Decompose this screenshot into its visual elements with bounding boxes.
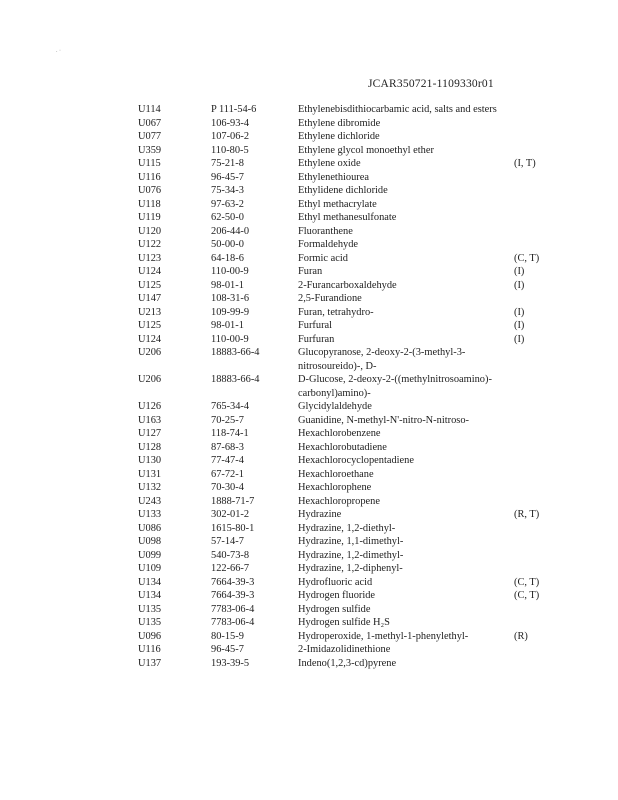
waste-code: U114: [138, 104, 161, 115]
hazard-code: (C, T): [514, 252, 540, 264]
scan-marks: . ·: [56, 48, 61, 54]
waste-code: U119: [138, 212, 161, 223]
hazard-code: (I): [514, 320, 525, 331]
waste-code: U134: [138, 590, 162, 601]
table-row: [138, 211, 558, 225]
substance-name: Hydrazine: [298, 509, 342, 520]
waste-code: U213: [138, 306, 162, 318]
substance-name: Hydrogen sulfide: [298, 603, 371, 615]
table-row: [138, 373, 558, 400]
cas-number: 77-47-4: [211, 455, 244, 466]
waste-code: U120: [138, 225, 162, 237]
table-row: [138, 562, 558, 576]
substance-name: Ethylene dibromide: [298, 117, 381, 129]
substance-name: Hexachlorophene: [298, 482, 372, 493]
substance-name: Furfural: [298, 320, 333, 331]
waste-code: U243: [138, 495, 162, 507]
table-row: [138, 252, 558, 266]
cas-number: 118-74-1: [211, 428, 249, 439]
waste-code: U125: [138, 279, 162, 291]
hazard-code: [514, 144, 558, 158]
table-row: [138, 292, 558, 306]
hazard-code: (C, T): [514, 576, 540, 588]
table-row: [138, 171, 558, 185]
waste-code: U122: [138, 239, 162, 250]
hazard-code: [514, 346, 558, 373]
cas-number: 64-18-6: [211, 252, 244, 264]
substance-name: Ethylene dichloride: [298, 131, 380, 142]
table-row: [138, 481, 558, 495]
substance-name: Hexachlorocyclopentadiene: [298, 455, 414, 466]
hazard-code: [514, 495, 558, 509]
hazard-code: [514, 171, 558, 185]
cas-number: 98-01-1: [211, 279, 244, 291]
hazard-code: [514, 373, 558, 400]
cas-number: 57-14-7: [211, 536, 244, 547]
substance-name: D-Glucose, 2-deoxy-2-((methylnitrosoamino)-carbonyl)amino)-: [298, 374, 492, 399]
cas-number: 765-34-4: [211, 401, 250, 412]
waste-code: U086: [138, 522, 162, 534]
hazard-code: [514, 603, 558, 617]
table-row: [138, 333, 558, 347]
waste-code: U135: [138, 617, 162, 628]
cas-number: 110-80-5: [211, 144, 249, 156]
table-row: [138, 657, 558, 671]
table-row: [138, 603, 558, 617]
substance-name: Hexachloropropene: [298, 495, 380, 507]
waste-code: U123: [138, 252, 162, 264]
cas-number: 70-25-7: [211, 414, 244, 426]
hazard-code: (I): [514, 333, 525, 345]
hazard-code: (I): [514, 279, 525, 291]
table-row: [138, 468, 558, 482]
cas-number: 96-45-7: [211, 644, 244, 655]
table-row: [138, 576, 558, 590]
cas-number: 75-34-3: [211, 185, 244, 196]
cas-number: 18883-66-4: [211, 374, 260, 385]
hazard-code: [514, 198, 558, 212]
cas-number: 7783-06-4: [211, 617, 255, 628]
substance-name: Furfuran: [298, 333, 335, 345]
cas-number: 87-68-3: [211, 441, 244, 453]
table-row: [138, 225, 558, 239]
hazard-code: [514, 454, 558, 468]
hazard-code: (R): [514, 630, 528, 642]
table-row: [138, 549, 558, 563]
hazard-code: [514, 643, 558, 657]
substance-name: Ethylene oxide: [298, 158, 361, 169]
substance-name: Ethyl methacrylate: [298, 198, 377, 210]
table-row: [138, 144, 558, 158]
waste-code: U118: [138, 198, 161, 210]
cas-number: 107-06-2: [211, 131, 250, 142]
cas-number: 7783-06-4: [211, 603, 255, 615]
substance-name: Hydrazine, 1,2-diphenyl-: [298, 563, 403, 574]
waste-code: U163: [138, 414, 162, 426]
table-row: [138, 522, 558, 536]
cas-number: 206-44-0: [211, 225, 250, 237]
waste-code: U077: [138, 131, 162, 142]
substance-name: Ethylene glycol monoethyl ether: [298, 144, 434, 156]
substance-name: Hexachlorobutadiene: [298, 441, 387, 453]
hazard-code: [514, 535, 558, 549]
table-row: [138, 198, 558, 212]
cas-number: 1888-71-7: [211, 495, 255, 507]
cas-number: 108-31-6: [211, 293, 250, 304]
table-row: [138, 414, 558, 428]
substance-name: 2-Furancarboxaldehyde: [298, 279, 397, 291]
cas-number: 7664-39-3: [211, 576, 255, 588]
waste-code: U206: [138, 374, 162, 385]
substance-name: Furan, tetrahydro-: [298, 306, 374, 318]
cas-number: 67-72-1: [211, 468, 244, 480]
substance-name: Ethylenebisdithiocarbamic acid, salts and esters: [298, 104, 497, 115]
table-row: [138, 454, 558, 468]
table-row: [138, 630, 558, 644]
hazard-code: [514, 468, 558, 482]
waste-code: U132: [138, 482, 162, 493]
waste-code-rows: [138, 103, 558, 670]
substance-name: Indeno(1,2,3-cd)pyrene: [298, 657, 397, 669]
cas-number: 97-63-2: [211, 198, 244, 210]
table-row: [138, 400, 558, 414]
cas-number: 193-39-5: [211, 657, 250, 669]
table-row: [138, 346, 558, 373]
hazard-code: [514, 211, 558, 225]
table-row: [138, 306, 558, 320]
waste-code: U147: [138, 293, 162, 304]
substance-name: Formaldehyde: [298, 239, 359, 250]
hazard-code: [514, 103, 558, 117]
hazard-code: [514, 184, 558, 198]
waste-code: U131: [138, 468, 162, 480]
hazard-code: (I): [514, 306, 525, 318]
cas-number: 110-00-9: [211, 266, 249, 277]
cas-number: 62-50-0: [211, 212, 244, 223]
cas-number: 1615-80-1: [211, 522, 255, 534]
table-row: [138, 103, 558, 117]
hazard-code: [514, 657, 558, 671]
hazard-code: [514, 400, 558, 414]
waste-code: U096: [138, 630, 162, 642]
waste-code: U124: [138, 266, 162, 277]
cas-number: 75-21-8: [211, 158, 244, 169]
hazard-code: (R, T): [514, 509, 540, 520]
waste-code: U067: [138, 117, 162, 129]
cas-number: 50-00-0: [211, 239, 244, 250]
table-row: [138, 117, 558, 131]
cas-number: 109-99-9: [211, 306, 250, 318]
waste-code: U115: [138, 158, 161, 169]
waste-code: U127: [138, 428, 162, 439]
substance-name: Glucopyranose, 2-deoxy-2-(3-methyl-3-nitrosoureido)-, D-: [298, 347, 466, 372]
cas-number: 70-30-4: [211, 482, 244, 493]
substance-name: Glycidylaldehyde: [298, 401, 372, 412]
substance-name: Hydroperoxide, 1-methyl-1-phenylethyl-: [298, 630, 469, 642]
hazard-code: [514, 117, 558, 131]
table-row: [138, 238, 558, 252]
waste-code: U135: [138, 603, 162, 615]
cas-number: 7664-39-3: [211, 590, 255, 601]
waste-code: U137: [138, 657, 162, 669]
substance-name: 2-Imidazolidinethione: [298, 644, 391, 655]
hazard-code: [514, 549, 558, 563]
cas-number: P 111-54-6: [211, 104, 257, 115]
table-row: [138, 279, 558, 293]
substance-name: Hydrogen sulfide H₂S: [298, 617, 390, 628]
waste-code: U130: [138, 455, 162, 466]
waste-code: U124: [138, 333, 162, 345]
table-row: [138, 319, 558, 333]
table-row: [138, 441, 558, 455]
hazard-code: [514, 562, 558, 576]
hazard-code: (I, T): [514, 158, 536, 169]
waste-code: U116: [138, 644, 161, 655]
hazard-code: [514, 522, 558, 536]
cas-number: 80-15-9: [211, 630, 244, 642]
hazard-code: [514, 292, 558, 306]
waste-code: U206: [138, 347, 162, 358]
substance-name: Fluoranthene: [298, 225, 353, 237]
hazard-code: [514, 225, 558, 239]
document-id: JCAR350721-1109330r01: [368, 78, 494, 90]
cas-number: 106-93-4: [211, 117, 250, 129]
waste-code-table: [138, 103, 558, 670]
substance-name: Hydrazine, 1,1-dimethyl-: [298, 536, 404, 547]
hazard-code: [514, 481, 558, 495]
waste-code: U099: [138, 549, 162, 561]
waste-code: U076: [138, 185, 162, 196]
substance-name: Formic acid: [298, 252, 348, 264]
table-row: [138, 535, 558, 549]
hazard-code: [514, 616, 558, 630]
hazard-code: [514, 238, 558, 252]
substance-name: Ethylenethiourea: [298, 171, 369, 183]
table-row: [138, 589, 558, 603]
waste-code: U125: [138, 320, 162, 331]
waste-code: U126: [138, 401, 162, 412]
waste-code: U116: [138, 171, 161, 183]
waste-code: U134: [138, 576, 162, 588]
substance-name: Hydrazine, 1,2-dimethyl-: [298, 549, 404, 561]
hazard-code: [514, 130, 558, 144]
waste-code: U109: [138, 563, 162, 574]
substance-name: Hydrazine, 1,2-diethyl-: [298, 522, 396, 534]
cas-number: 302-01-2: [211, 509, 250, 520]
table-row: [138, 495, 558, 509]
substance-name: Hexachlorobenzene: [298, 428, 381, 439]
table-row: [138, 427, 558, 441]
substance-name: Ethyl methanesulfonate: [298, 212, 397, 223]
table-row: [138, 643, 558, 657]
cas-number: 540-73-8: [211, 549, 250, 561]
table-row: [138, 265, 558, 279]
waste-code: U128: [138, 441, 162, 453]
cas-number: 18883-66-4: [211, 347, 260, 358]
cas-number: 110-00-9: [211, 333, 249, 345]
hazard-code: (C, T): [514, 590, 540, 601]
substance-name: Ethylidene dichloride: [298, 185, 388, 196]
hazard-code: [514, 427, 558, 441]
substance-name: Hydrogen fluoride: [298, 590, 376, 601]
hazard-code: [514, 414, 558, 428]
waste-code: U359: [138, 144, 162, 156]
substance-name: 2,5-Furandione: [298, 293, 362, 304]
table-row: [138, 616, 558, 630]
hazard-code: [514, 441, 558, 455]
waste-code: U133: [138, 509, 162, 520]
substance-name: Guanidine, N-methyl-N'-nitro-N-nitroso-: [298, 414, 469, 426]
table-row: [138, 184, 558, 198]
table-row: [138, 508, 558, 522]
table-row: [138, 130, 558, 144]
substance-name: Furan: [298, 266, 323, 277]
substance-name: Hydrofluoric acid: [298, 576, 373, 588]
substance-name: Hexachloroethane: [298, 468, 374, 480]
cas-number: 98-01-1: [211, 320, 244, 331]
cas-number: 96-45-7: [211, 171, 244, 183]
table-row: [138, 157, 558, 171]
hazard-code: (I): [514, 266, 525, 277]
cas-number: 122-66-7: [211, 563, 250, 574]
waste-code: U098: [138, 536, 162, 547]
